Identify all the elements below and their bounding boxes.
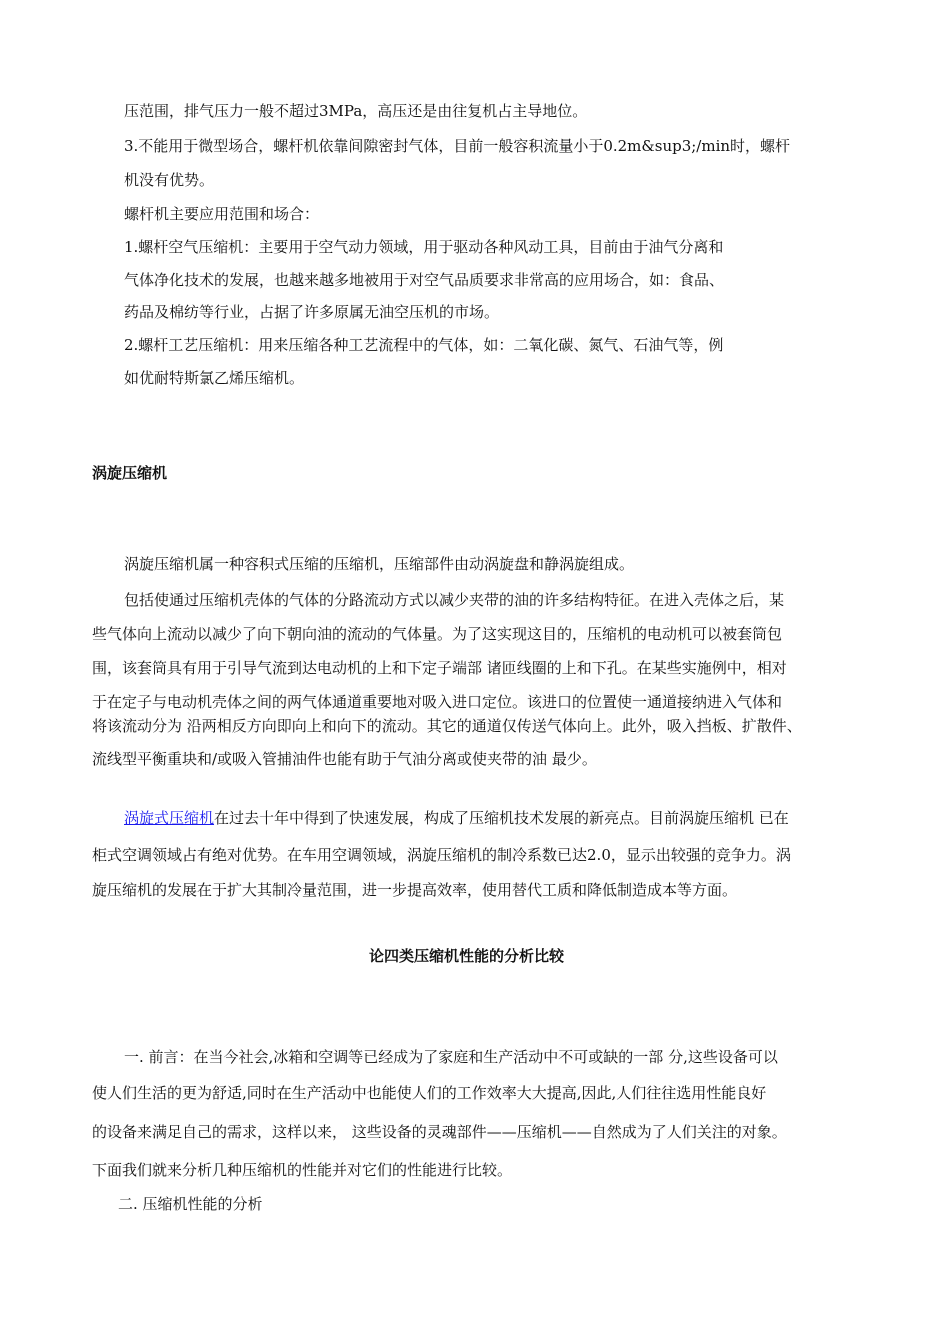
scroll-structure-line-6: 流线型平衡重块和/或吸入管捕油件也能有助于气油分离或使夹带的油 最少。	[92, 750, 597, 768]
scroll-structure-line-1: 包括使通过压缩机壳体的气体的分路流动方式以减少夹带的油的许多结构特征。在进入壳体之后，某	[124, 591, 785, 609]
scroll-structure-line-2: 些气体向上流动以减少了向下朝向油的流动的气体量。为了这实现这目的，压缩机的电动机可以被套筒包	[92, 625, 783, 643]
scroll-development-line-1	[124, 808, 789, 828]
intro-line-4: 下面我们就来分析几种压缩机的性能并对它们的性能进行比较。	[92, 1161, 513, 1179]
scroll-development-line-2: 柜式空调领域占有绝对优势。在车用空调领域，涡旋压缩机的制冷系数已达2.0，显示出较强的竞争力。涡	[92, 846, 791, 864]
screw-text-line-2: 3.不能用于微型场合，螺杆机依靠间隙密封气体，目前一般容积流量小于0.2m&sup3;/min时，螺杆	[124, 137, 791, 155]
scroll-structure-line-5: 将该流动分为 沿两相反方向即向上和向下的流动。其它的通道仅传送气体向上。此外，吸入挡板、扩散件、	[92, 717, 802, 735]
scroll-compressor-heading: 涡旋压缩机	[92, 464, 168, 482]
scroll-compressor-link[interactable]: 涡旋式压缩机	[124, 809, 215, 827]
screw-text-line-8: 2.螺杆工艺压缩机：用来压缩各种工艺流程中的气体，如：二氧化碳、氮气、石油气等，例	[124, 336, 724, 354]
scroll-structure-line-3: 围，该套筒具有用于引导气流到达电动机的上和下定子端部 诸匝线圈的上和下孔。在某些实施例中，相对	[92, 659, 787, 677]
intro-line-2: 使人们生活的更为舒适,同时在生产活动中也能使人们的工作效率大大提高,因此,人们往往选用性能良好	[92, 1084, 767, 1102]
screw-text-line-1: 压范围，排气压力一般不超过3MPa，高压还是由往复机占主导地位。	[124, 102, 588, 120]
scroll-intro-paragraph: 涡旋压缩机属一种容积式压缩的压缩机，压缩部件由动涡旋盘和静涡旋组成。	[124, 555, 635, 573]
analysis-subheading: 二. 压缩机性能的分析	[118, 1195, 263, 1213]
screw-text-line-5: 1.螺杆空气压缩机：主要用于空气动力领域，用于驱动各种风动工具，目前由于油气分离和	[124, 238, 724, 256]
intro-line-3: 的设备来满足自己的需求，这样以来， 这些设备的灵魂部件——压缩机——自然成为了人们关注的对象。	[92, 1123, 787, 1141]
analysis-title: 论四类压缩机性能的分析比较	[369, 947, 565, 965]
scroll-development-line-1-text: 在过去十年中得到了快速发展，构成了压缩机技术发展的新亮点。目前涡旋压缩机 已在	[214, 809, 789, 827]
scroll-structure-line-4: 于在定子与电动机壳体之间的两气体通道重要地对吸入进口定位。该进口的位置使一通道接纳进入气体和	[92, 693, 783, 711]
intro-line-1: 一. 前言：在当今社会,冰箱和空调等已经成为了家庭和生产活动中不可或缺的一部 分,这些设备可以	[124, 1048, 778, 1066]
scroll-development-line-3: 旋压缩机的发展在于扩大其制冷量范围，进一步提高效率，使用替代工质和降低制造成本等方面。	[92, 881, 738, 899]
screw-text-line-9: 如优耐特斯氯乙烯压缩机。	[124, 369, 305, 387]
screw-text-line-6: 气体净化技术的发展，也越来越多地被用于对空气品质要求非常高的应用场合，如：食品、	[124, 271, 725, 289]
screw-applications-heading: 螺杆机主要应用范围和场合：	[124, 205, 320, 223]
screw-text-line-7: 药品及棉纺等行业，占据了许多原属无油空压机的市场。	[124, 303, 500, 321]
screw-text-line-3: 机没有优势。	[124, 171, 215, 189]
